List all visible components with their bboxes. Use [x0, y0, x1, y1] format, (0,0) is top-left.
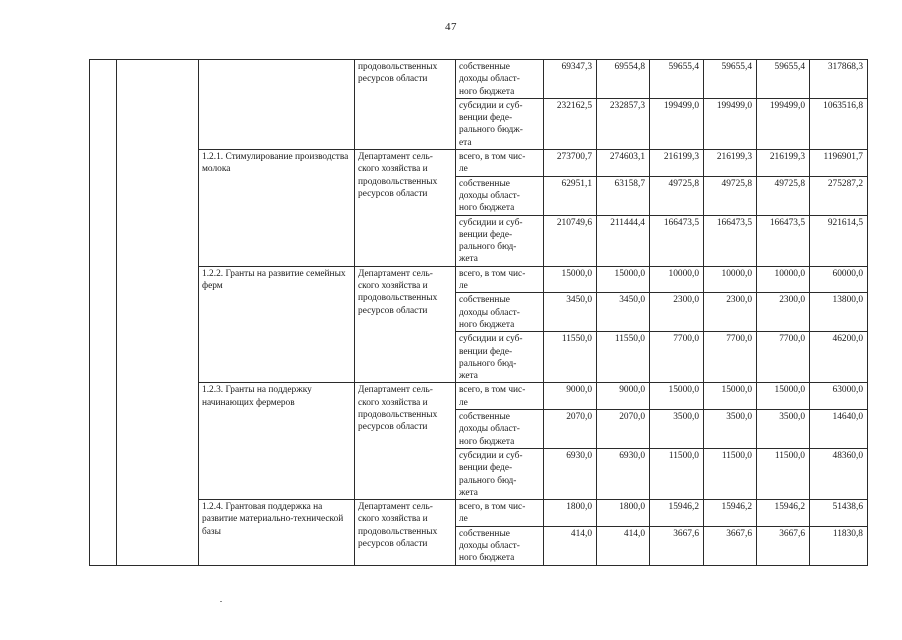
value-cell: 11550,0 [597, 332, 650, 383]
value-cell: 199499,0 [757, 98, 810, 149]
page-number: 47 [445, 21, 457, 33]
value-cell: 166473,5 [704, 215, 757, 266]
value-cell: 11500,0 [757, 448, 810, 499]
total-value-cell: 63000,0 [810, 383, 868, 410]
total-value-cell: 11830,8 [810, 526, 868, 565]
department-cell: Департамент сель- ского хозяйства и продовольственных ресурсов области [355, 500, 456, 566]
funding-source-cell: субсидии и суб- венции феде- рального бюд- жета [456, 215, 544, 266]
value-cell: 49725,8 [757, 176, 810, 215]
value-cell: 3667,6 [650, 526, 704, 565]
value-cell: 166473,5 [757, 215, 810, 266]
funding-source-cell: собственные доходы област- ного бюджета [456, 176, 544, 215]
value-cell: 216199,3 [650, 150, 704, 177]
table-row [90, 60, 868, 99]
value-cell: 15946,2 [704, 500, 757, 527]
table-row [90, 500, 868, 527]
department-cell: Департамент сель- ского хозяйства и продовольственных ресурсов области [355, 383, 456, 500]
funding-source-cell: собственные доходы област- ного бюджета [456, 293, 544, 332]
value-cell: 232857,3 [597, 98, 650, 149]
total-value-cell: 13800,0 [810, 293, 868, 332]
value-cell: 6930,0 [597, 448, 650, 499]
measure-cell: 1.2.3. Гранты на поддержку начинающих фермеров [199, 383, 355, 500]
value-cell: 11500,0 [650, 448, 704, 499]
empty-column-cell [117, 60, 199, 566]
value-cell: 9000,0 [544, 383, 597, 410]
funding-source-cell: всего, в том чис- ле [456, 266, 544, 293]
value-cell: 3500,0 [650, 410, 704, 449]
total-value-cell: 60000,0 [810, 266, 868, 293]
value-cell: 2300,0 [704, 293, 757, 332]
measure-cell: 1.2.2. Гранты на развитие семейных ферм [199, 266, 355, 383]
value-cell: 274603,1 [597, 150, 650, 177]
value-cell: 3500,0 [757, 410, 810, 449]
table-row [90, 383, 868, 410]
value-cell: 216199,3 [704, 150, 757, 177]
total-value-cell: 921614,5 [810, 215, 868, 266]
value-cell: 15000,0 [597, 266, 650, 293]
value-cell: 15000,0 [650, 383, 704, 410]
value-cell: 199499,0 [650, 98, 704, 149]
measure-cell [199, 60, 355, 150]
measure-cell: 1.2.1. Стимулирование производства молока [199, 150, 355, 267]
value-cell: 7700,0 [757, 332, 810, 383]
funding-source-cell: всего, в том чис- ле [456, 150, 544, 177]
value-cell: 3500,0 [704, 410, 757, 449]
value-cell: 11550,0 [544, 332, 597, 383]
value-cell: 62951,1 [544, 176, 597, 215]
value-cell: 63158,7 [597, 176, 650, 215]
table-row [90, 150, 868, 177]
value-cell: 11500,0 [704, 448, 757, 499]
value-cell: 10000,0 [704, 266, 757, 293]
value-cell: 1800,0 [597, 500, 650, 527]
value-cell: 2300,0 [650, 293, 704, 332]
empty-column-cell [90, 60, 117, 566]
funding-source-cell: всего, в том чис- ле [456, 500, 544, 527]
value-cell: 15000,0 [704, 383, 757, 410]
measure-cell: 1.2.4. Грантовая поддержка на развитие материально-технической базы [199, 500, 355, 566]
value-cell: 273700,7 [544, 150, 597, 177]
funding-source-cell: собственные доходы област- ного бюджета [456, 60, 544, 99]
value-cell: 49725,8 [650, 176, 704, 215]
value-cell: 10000,0 [757, 266, 810, 293]
total-value-cell: 51438,6 [810, 500, 868, 527]
value-cell: 2300,0 [757, 293, 810, 332]
value-cell: 414,0 [597, 526, 650, 565]
value-cell: 2070,0 [597, 410, 650, 449]
department-cell: продовольственных ресурсов области [355, 60, 456, 150]
value-cell: 10000,0 [650, 266, 704, 293]
table-row [90, 266, 868, 293]
value-cell: 15946,2 [650, 500, 704, 527]
value-cell: 7700,0 [650, 332, 704, 383]
value-cell: 232162,5 [544, 98, 597, 149]
funding-source-cell: собственные доходы област- ного бюджета [456, 526, 544, 565]
value-cell: 199499,0 [704, 98, 757, 149]
value-cell: 7700,0 [704, 332, 757, 383]
total-value-cell: 317868,3 [810, 60, 868, 99]
funding-source-cell: субсидии и суб- венции феде- рального бюд- жета [456, 448, 544, 499]
value-cell: 3667,6 [704, 526, 757, 565]
total-value-cell: 48360,0 [810, 448, 868, 499]
value-cell: 59655,4 [704, 60, 757, 99]
value-cell: 59655,4 [650, 60, 704, 99]
total-value-cell: 1196901,7 [810, 150, 868, 177]
department-cell: Департамент сель- ского хозяйства и продовольственных ресурсов области [355, 150, 456, 267]
table-body [90, 60, 868, 566]
value-cell: 414,0 [544, 526, 597, 565]
total-value-cell: 46200,0 [810, 332, 868, 383]
value-cell: 15000,0 [757, 383, 810, 410]
department-cell: Департамент сель- ского хозяйства и продовольственных ресурсов области [355, 266, 456, 383]
value-cell: 15946,2 [757, 500, 810, 527]
value-cell: 1800,0 [544, 500, 597, 527]
value-cell: 49725,8 [704, 176, 757, 215]
funding-source-cell: субсидии и суб- венции феде- рального бюд- жета [456, 332, 544, 383]
value-cell: 166473,5 [650, 215, 704, 266]
value-cell: 216199,3 [757, 150, 810, 177]
total-value-cell: 14640,0 [810, 410, 868, 449]
value-cell: 211444,4 [597, 215, 650, 266]
value-cell: 9000,0 [597, 383, 650, 410]
value-cell: 3667,6 [757, 526, 810, 565]
value-cell: 69554,8 [597, 60, 650, 99]
funding-source-cell: субсидии и суб- венции феде- рального бюдж- ета [456, 98, 544, 149]
scan-speck [220, 601, 222, 602]
value-cell: 69347,3 [544, 60, 597, 99]
value-cell: 3450,0 [597, 293, 650, 332]
total-value-cell: 1063516,8 [810, 98, 868, 149]
value-cell: 3450,0 [544, 293, 597, 332]
value-cell: 59655,4 [757, 60, 810, 99]
value-cell: 6930,0 [544, 448, 597, 499]
funding-source-cell: всего, в том чис- ле [456, 383, 544, 410]
funding-source-cell: собственные доходы област- ного бюджета [456, 410, 544, 449]
budget-table [89, 59, 868, 566]
value-cell: 210749,6 [544, 215, 597, 266]
total-value-cell: 275287,2 [810, 176, 868, 215]
value-cell: 15000,0 [544, 266, 597, 293]
value-cell: 2070,0 [544, 410, 597, 449]
